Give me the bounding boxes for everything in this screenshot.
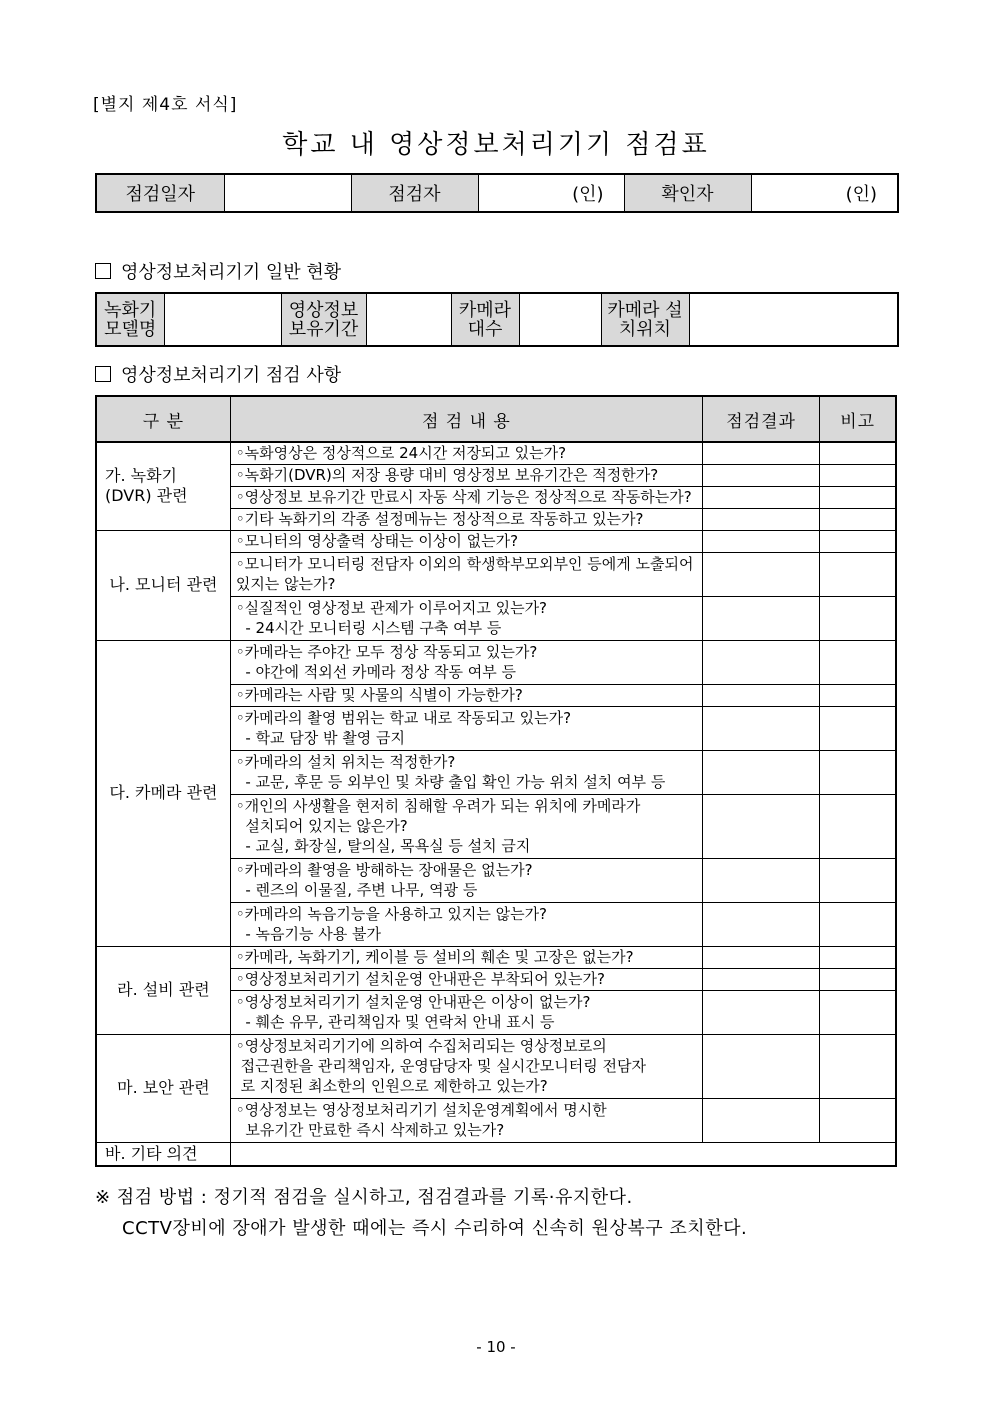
status-label: 영상정보 보유기간 [281, 293, 366, 346]
check-item: ◦카메라는 주야간 모두 정상 작동되고 있는가? - 야간에 적외선 카메라 정상 작동 여부 등 [230, 640, 702, 684]
remarks-cell[interactable] [820, 596, 896, 640]
section1-heading [95, 258, 341, 284]
header-table [95, 173, 899, 213]
section2-heading [95, 361, 341, 387]
result-cell[interactable] [703, 1034, 820, 1098]
result-cell[interactable] [703, 706, 820, 750]
result-cell[interactable] [703, 1098, 820, 1142]
remarks-cell[interactable] [820, 640, 896, 684]
confirmer-label: 확인자 [624, 174, 751, 212]
remarks-cell[interactable] [820, 794, 896, 858]
result-cell[interactable] [703, 640, 820, 684]
remarks-cell[interactable] [820, 706, 896, 750]
remarks-cell[interactable] [820, 530, 896, 552]
result-cell[interactable] [703, 750, 820, 794]
checkbox-icon [95, 366, 111, 382]
inspector-seal-field[interactable]: (인) [478, 174, 624, 212]
inspection-table [95, 395, 897, 1167]
category-cell: 마. 보안 관련 [96, 1034, 230, 1142]
page-number: - 10 - [476, 1338, 516, 1356]
result-cell[interactable] [703, 464, 820, 486]
status-label: 카메라 대수 [451, 293, 519, 346]
note-line-2: CCTV장비에 장애가 발생한 때에는 즉시 수리하여 신속히 원상복구 조치한다. [122, 1218, 748, 1239]
table-row [96, 1034, 896, 1098]
date-field[interactable] [224, 174, 351, 212]
check-item: ◦영상정보 보유기간 만료시 자동 삭제 기능은 정상적으로 작동하는가? [230, 486, 702, 508]
check-item: ◦실질적인 영상정보 관제가 이루어지고 있는가? - 24시간 모니터링 시스템 구축 여부 등 [230, 596, 702, 640]
remarks-cell[interactable] [820, 464, 896, 486]
header-remarks: 비고 [820, 396, 896, 442]
result-cell[interactable] [703, 902, 820, 946]
check-item: ◦카메라의 촬영을 방해하는 장애물은 없는가? - 렌즈의 이물질, 주변 나무, 역광 등 [230, 858, 702, 902]
note-line-1: ※ 점검 방법 : 정기적 점검을 실시하고, 점검결과를 기록·유지한다. [95, 1187, 633, 1208]
date-label: 점검일자 [96, 174, 224, 212]
status-value-field[interactable] [164, 293, 281, 346]
result-cell[interactable] [703, 508, 820, 530]
status-value-field[interactable] [519, 293, 601, 346]
check-item: ◦카메라의 촬영 범위는 학교 내로 작동되고 있는가? - 학교 담장 밖 촬영 금지 [230, 706, 702, 750]
other-opinion-field[interactable] [230, 1142, 896, 1166]
status-label: 카메라 설치위치 [601, 293, 689, 346]
check-item: ◦영상정보처리기기 설치운영 안내판은 부착되어 있는가? [230, 968, 702, 990]
result-cell[interactable] [703, 990, 820, 1034]
check-item: ◦영상정보처리기기에 의하여 수집처리되는 영상정보로의 접근권한을 관리책임자, 운영담당자 및 실시간모니터링 전담자 로 지정된 최소한의 인원으로 제한하고 있는가? [230, 1034, 702, 1098]
status-value-field[interactable] [366, 293, 451, 346]
category-cell: 나. 모니터 관련 [96, 530, 230, 640]
remarks-cell[interactable] [820, 946, 896, 968]
confirmer-seal-field[interactable]: (인) [751, 174, 898, 212]
result-cell[interactable] [703, 946, 820, 968]
check-item: ◦영상정보는 영상정보처리기기 설치운영계획에서 명시한 보유기간 만료한 즉시 삭제하고 있는가? [230, 1098, 702, 1142]
status-value-field[interactable] [689, 293, 898, 346]
remarks-cell[interactable] [820, 858, 896, 902]
category-cell: 다. 카메라 관련 [96, 640, 230, 946]
remarks-cell[interactable] [820, 1098, 896, 1142]
form-label: [별지 제4호 서식] [93, 95, 238, 115]
category-cell: 가. 녹화기 (DVR) 관련 [96, 442, 230, 530]
document-title: 학교 내 영상정보처리기기 점검표 [282, 130, 710, 160]
result-cell[interactable] [703, 968, 820, 990]
section1-title: 영상정보처리기기 일반 현황 [121, 262, 342, 283]
status-label: 녹화기 모델명 [96, 293, 164, 346]
category-cell: 라. 설비 관련 [96, 946, 230, 1034]
check-item: ◦녹화기(DVR)의 저장 용량 대비 영상정보 보유기간은 적정한가? [230, 464, 702, 486]
result-cell[interactable] [703, 684, 820, 706]
remarks-cell[interactable] [820, 750, 896, 794]
checkbox-icon [95, 263, 111, 279]
header-content: 점 검 내 용 [230, 396, 702, 442]
remarks-cell[interactable] [820, 968, 896, 990]
result-cell[interactable] [703, 794, 820, 858]
table-row [96, 640, 896, 684]
result-cell[interactable] [703, 530, 820, 552]
table-row [96, 530, 896, 552]
inspector-label: 점검자 [351, 174, 478, 212]
check-item: ◦영상정보처리기기 설치운영 안내판은 이상이 없는가? - 훼손 유무, 관리책임자 및 연락처 안내 표시 등 [230, 990, 702, 1034]
header-category: 구 분 [96, 396, 230, 442]
section2-title: 영상정보처리기기 점검 사항 [121, 365, 342, 386]
result-cell[interactable] [703, 442, 820, 464]
remarks-cell[interactable] [820, 902, 896, 946]
remarks-cell[interactable] [820, 486, 896, 508]
check-item: ◦모니터의 영상출력 상태는 이상이 없는가? [230, 530, 702, 552]
other-opinion-label: 바. 기타 의견 [96, 1142, 230, 1166]
check-item: ◦모니터가 모니터링 전담자 이외의 학생학부모외부인 등에게 노출되어 있지는 않는가? [230, 552, 702, 596]
check-item: ◦기타 녹화기의 각종 설정메뉴는 정상적으로 작동하고 있는가? [230, 508, 702, 530]
check-item: ◦카메라의 녹음기능을 사용하고 있지는 않는가? - 녹음기능 사용 불가 [230, 902, 702, 946]
header-result: 점검결과 [703, 396, 820, 442]
result-cell[interactable] [703, 596, 820, 640]
remarks-cell[interactable] [820, 442, 896, 464]
check-item: ◦녹화영상은 정상적으로 24시간 저장되고 있는가? [230, 442, 702, 464]
remarks-cell[interactable] [820, 508, 896, 530]
remarks-cell[interactable] [820, 1034, 896, 1098]
general-status-table [95, 292, 899, 347]
table-row [96, 1142, 896, 1166]
check-item: ◦카메라, 녹화기기, 케이블 등 설비의 훼손 및 고장은 없는가? [230, 946, 702, 968]
result-cell[interactable] [703, 858, 820, 902]
check-item: ◦카메라의 설치 위치는 적정한가? - 교문, 후문 등 외부인 및 차량 출입 확인 가능 위치 설치 여부 등 [230, 750, 702, 794]
table-row [96, 946, 896, 968]
check-item: ◦카메라는 사람 및 사물의 식별이 가능한가? [230, 684, 702, 706]
remarks-cell[interactable] [820, 990, 896, 1034]
remarks-cell[interactable] [820, 684, 896, 706]
remarks-cell[interactable] [820, 552, 896, 596]
check-item: ◦개인의 사생활을 현저히 침해할 우려가 되는 위치에 카메라가 설치되어 있지는 않은가? - 교실, 화장실, 탈의실, 목욕실 등 설치 금지 [230, 794, 702, 858]
table-row [96, 442, 896, 464]
result-cell[interactable] [703, 552, 820, 596]
result-cell[interactable] [703, 486, 820, 508]
